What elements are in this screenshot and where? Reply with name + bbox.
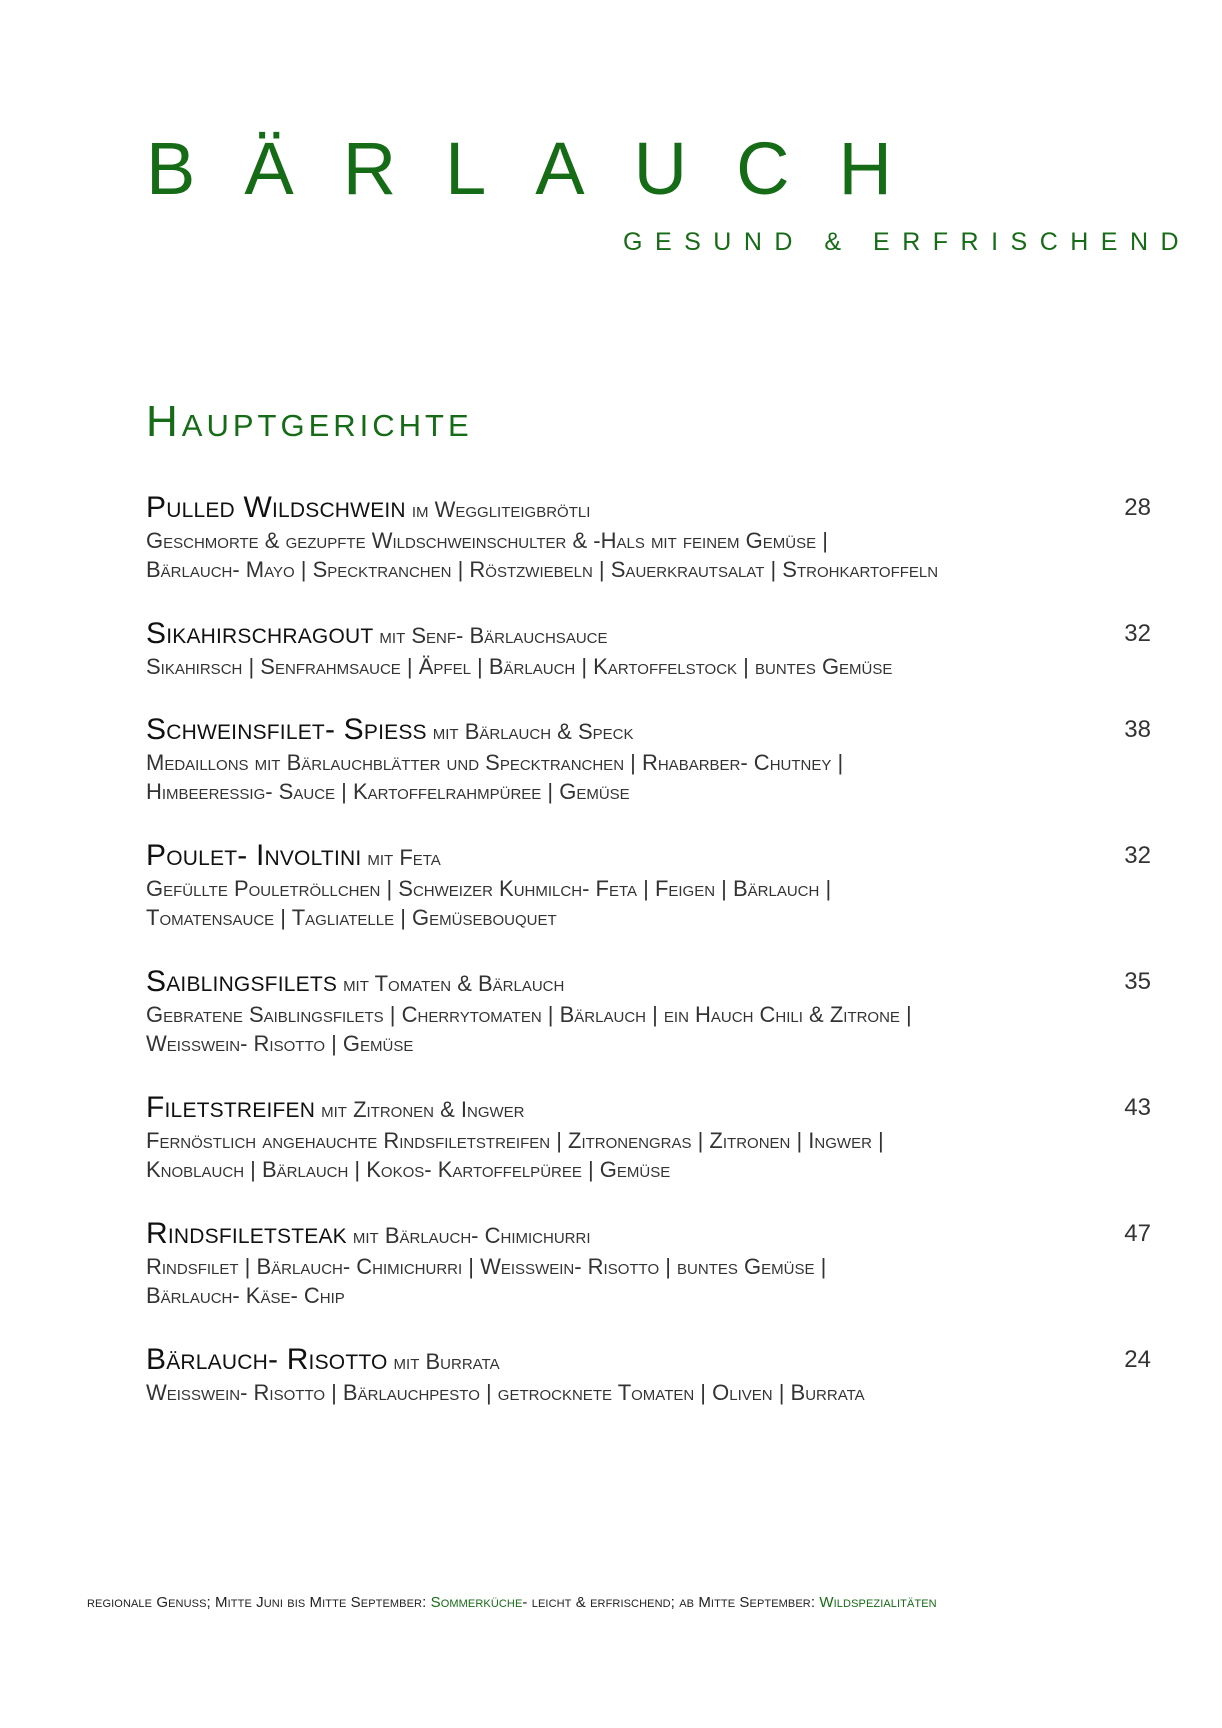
dish-description: Rindsfilet | Bärlauch- Chimichurri | Weisswein- Risotto | buntes Gemüse | (146, 1254, 827, 1279)
menu-title: BÄRLAUCH (146, 127, 941, 210)
dish-name: Poulet- Involtini (146, 839, 362, 872)
dish-item (146, 838, 1151, 964)
dish-name: Saiblingsfilets (146, 965, 338, 998)
dish-description: Weisswein- Risotto | Gemüse (146, 1031, 414, 1056)
dish-header (146, 1216, 1151, 1252)
dish-list (146, 490, 1151, 1422)
dish-subtitle: mit Bärlauch & Speck (432, 719, 634, 744)
dish-price: 32 (1124, 842, 1151, 869)
dish-description: Medaillons mit Bärlauchblätter und Specktranchen | Rhabarber- Chutney | (146, 750, 844, 775)
dish-description: Weisswein- Risotto | Bärlauchpesto | getrocknete Tomaten | Oliven | Burrata (146, 1380, 865, 1405)
footer-note (87, 1594, 1171, 1611)
footer-highlight-game: Wildspezialitäten (819, 1594, 937, 1611)
dish-description: Bärlauch- Mayo | Specktranchen | Röstzwiebeln | Sauerkrautsalat | Strohkartoffeln (146, 557, 939, 582)
dish-item (146, 1090, 1151, 1216)
dish-price: 24 (1124, 1346, 1151, 1373)
dish-name: Filetstreifen (146, 1091, 316, 1124)
footer-text: regionale Genuss; Mitte Juni bis Mitte September: (87, 1594, 431, 1611)
dish-description: Geschmorte & gezupfte Wildschweinschulter & -Hals mit feinem Gemüse | (146, 528, 828, 553)
section-title: Hauptgerichte (146, 397, 473, 446)
dish-subtitle: mit Zitronen & Ingwer (321, 1097, 525, 1122)
dish-name: Schweinsfilet- Spiess (146, 713, 427, 746)
dish-header (146, 490, 1151, 526)
dish-description: Gebratene Saiblingsfilets | Cherrytomaten | Bärlauch | ein Hauch Chili & Zitrone | (146, 1002, 912, 1027)
dish-item (146, 616, 1151, 712)
footer-highlight-summer: Sommerküche (430, 1594, 523, 1611)
dish-price: 47 (1124, 1220, 1151, 1247)
dish-header (146, 838, 1151, 874)
dish-price: 28 (1124, 494, 1151, 521)
menu-subtitle: GESUND & ERFRISCHEND (623, 228, 1192, 256)
dish-header (146, 1090, 1151, 1126)
dish-price: 38 (1124, 716, 1151, 743)
dish-price: 35 (1124, 968, 1151, 995)
dish-description: Knoblauch | Bärlauch | Kokos- Kartoffelpüree | Gemüse (146, 1157, 671, 1182)
dish-price: 43 (1124, 1094, 1151, 1121)
dish-description: Gefüllte Pouletröllchen | Schweizer Kuhmilch- Feta | Feigen | Bärlauch | (146, 876, 832, 901)
dish-item (146, 712, 1151, 838)
dish-description: Tomatensauce | Tagliatelle | Gemüsebouquet (146, 905, 557, 930)
dish-header (146, 616, 1151, 652)
dish-description: Bärlauch- Käse- Chip (146, 1283, 345, 1308)
dish-name: Rindsfiletsteak (146, 1217, 347, 1250)
dish-subtitle: mit Tomaten & Bärlauch (343, 971, 565, 996)
dish-description: Sikahirsch | Senfrahmsauce | Äpfel | Bärlauch | Kartoffelstock | buntes Gemüse (146, 654, 893, 679)
dish-item (146, 1342, 1151, 1422)
dish-header (146, 1342, 1151, 1378)
dish-name: Bärlauch- Risotto (146, 1343, 388, 1376)
dish-subtitle: mit Senf- Bärlauchsauce (379, 623, 608, 648)
dish-subtitle: mit Feta (367, 845, 441, 870)
dish-name: Pulled Wildschwein (146, 491, 406, 524)
dish-subtitle: im Weggliteigbrötli (411, 497, 591, 522)
dish-subtitle: mit Bärlauch- Chimichurri (352, 1223, 591, 1248)
dish-description: Himbeeressig- Sauce | Kartoffelrahmpüree | Gemüse (146, 779, 630, 804)
dish-price: 32 (1124, 620, 1151, 647)
dish-item (146, 490, 1151, 616)
dish-description: Fernöstlich angehauchte Rindsfiletstreifen | Zitronengras | Zitronen | Ingwer | (146, 1128, 884, 1153)
dish-header (146, 964, 1151, 1000)
footer-text: - leicht & erfrischend; ab Mitte September: (522, 1594, 820, 1611)
dish-name: Sikahirschragout (146, 617, 374, 650)
dish-item (146, 1216, 1151, 1342)
dish-subtitle: mit Burrata (393, 1349, 500, 1374)
dish-item (146, 964, 1151, 1090)
dish-header (146, 712, 1151, 748)
